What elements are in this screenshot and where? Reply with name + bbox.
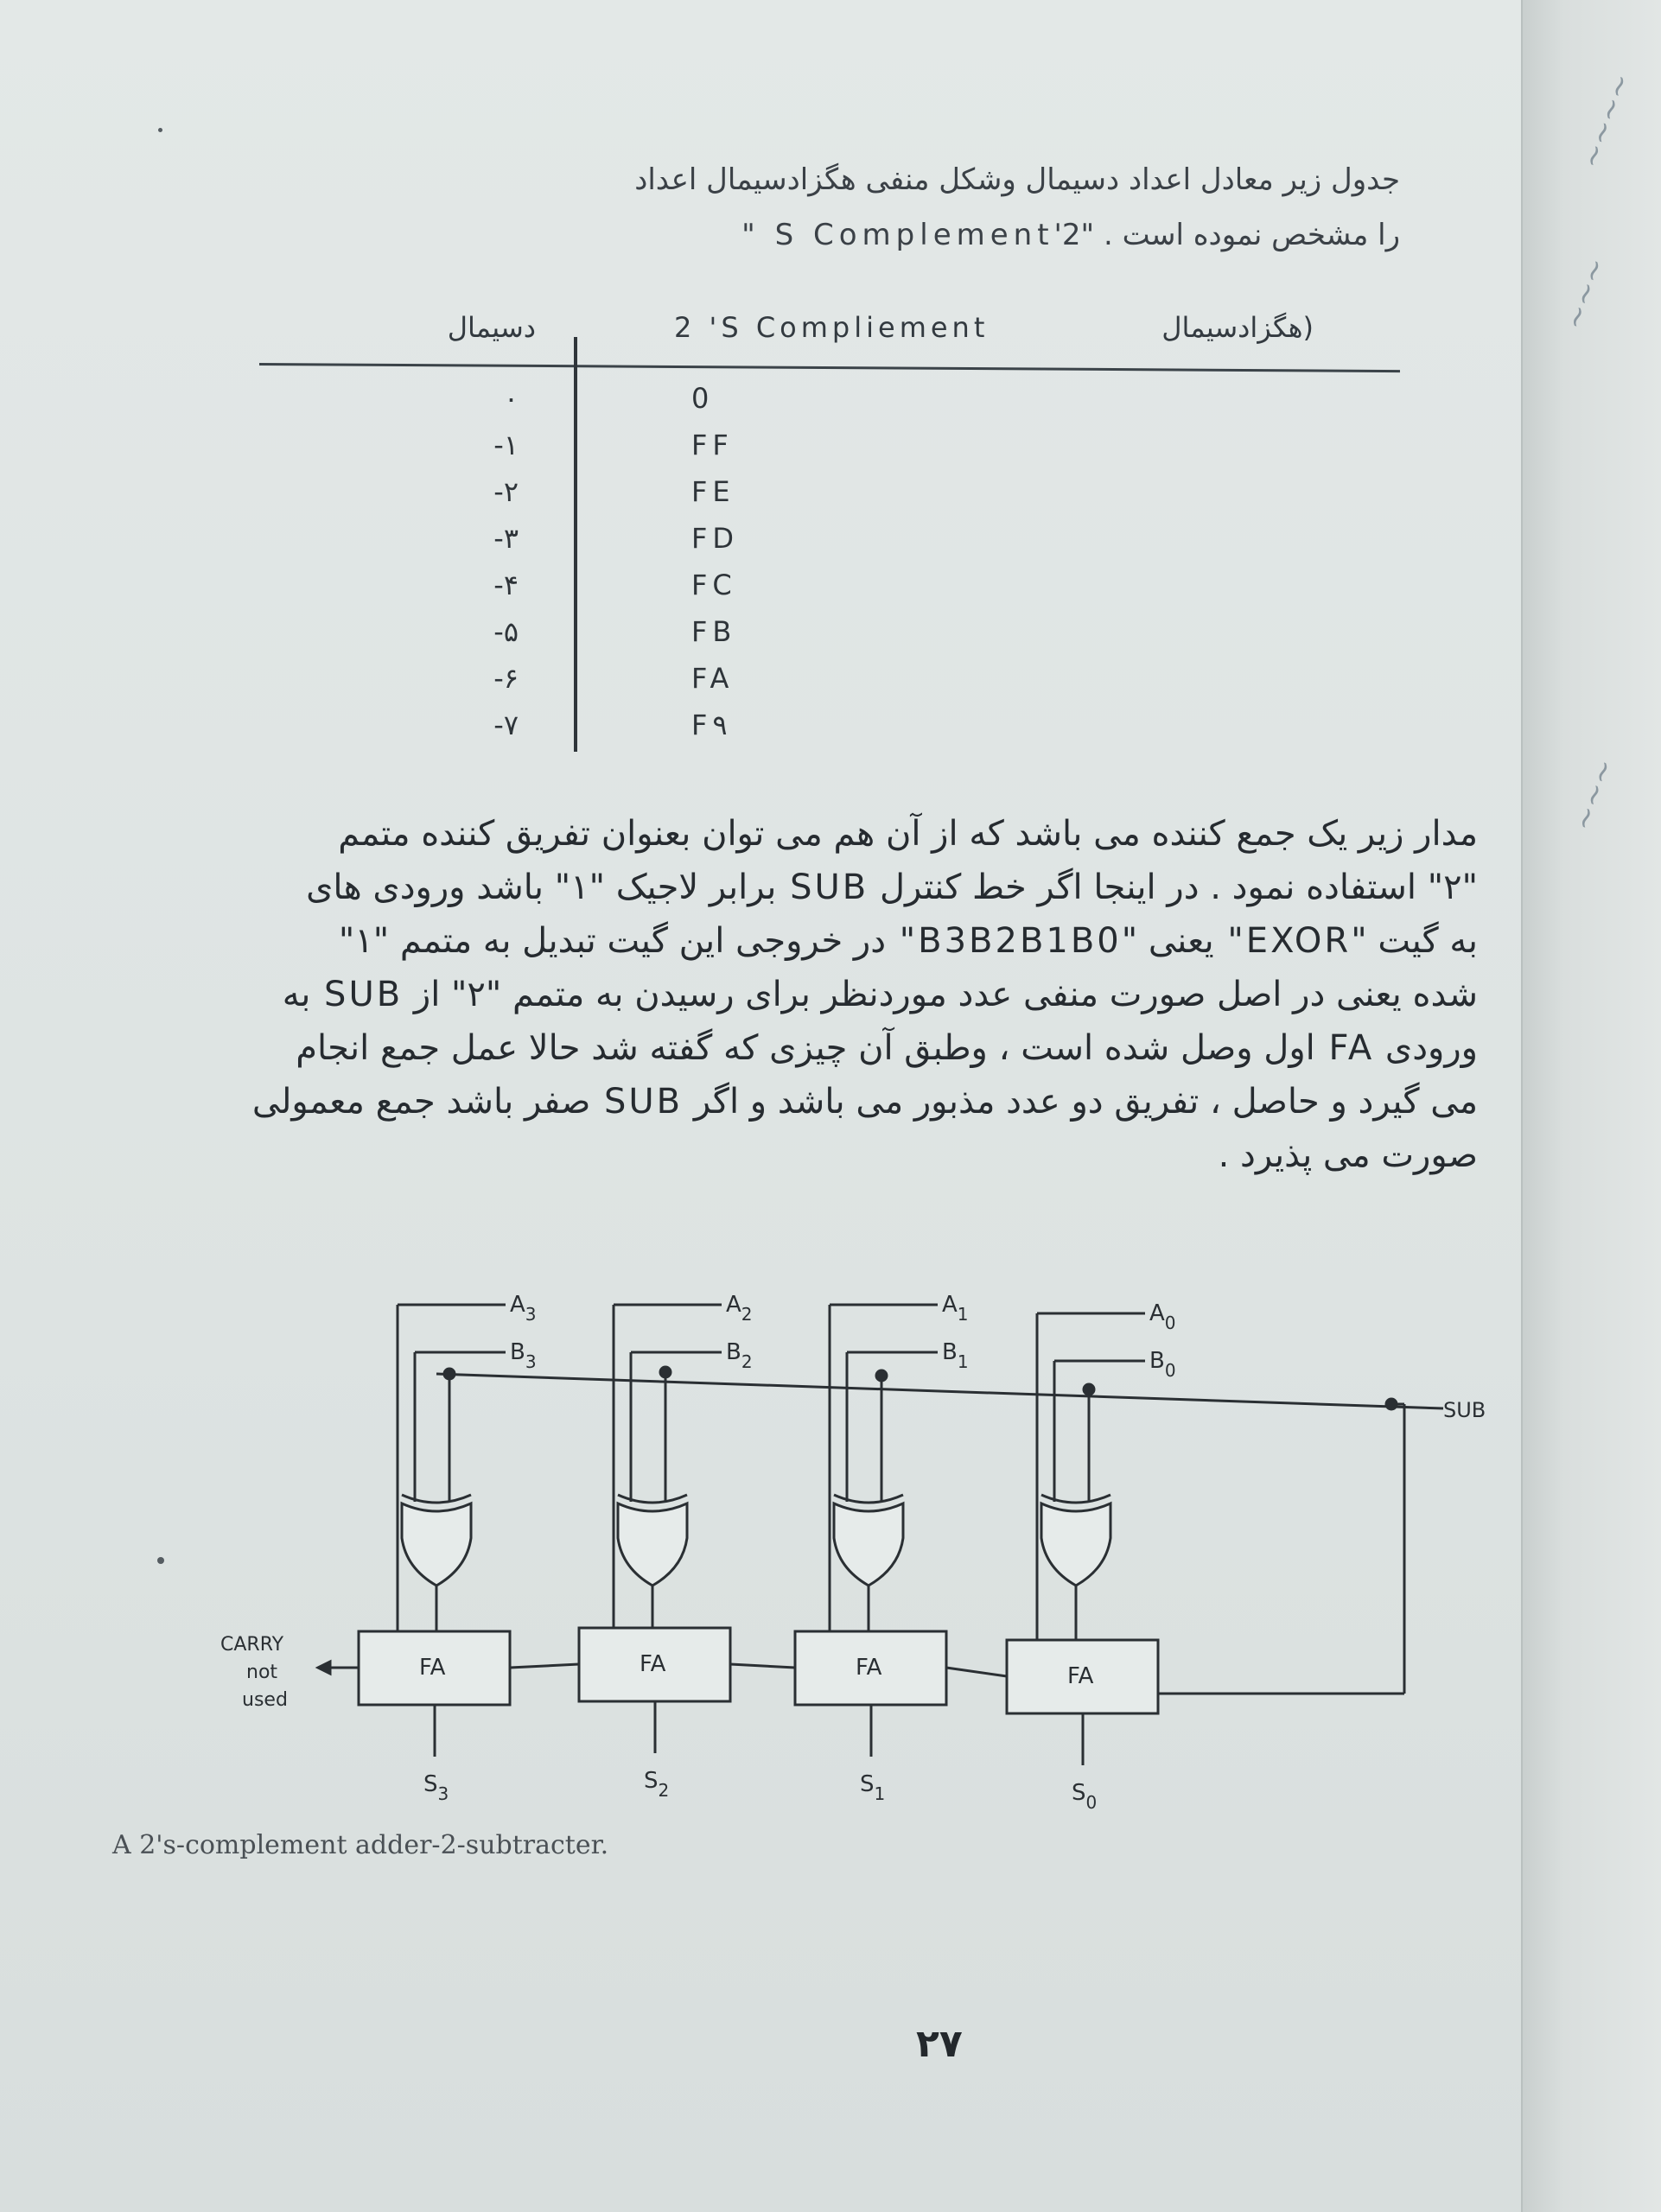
xor-gate-icon [1041,1503,1111,1586]
input-label-a [942,1292,969,1325]
sum-label-index: 0 [1085,1792,1098,1813]
facing-page-edge: ~~~~ ~~~ ~~~ [1521,0,1661,2212]
xor-gate-arc [618,1495,687,1503]
xor-gate-icon [834,1503,903,1586]
table-header-rule [259,363,1400,372]
carry-chain-wire [946,1668,1007,1676]
sub-label: SUB [1443,1398,1486,1422]
table-cell-hex: FF [691,429,734,461]
adder-subtracter-diagram [199,1279,1486,1832]
xor-gate-icon [618,1503,687,1586]
junction-dot [444,1369,455,1379]
sum-label-letter: S [860,1771,875,1797]
table-cell-decimal: -۱ [493,429,519,461]
input-label-a [510,1292,537,1325]
full-adder-label: FA [1067,1663,1094,1689]
input-label-b [510,1339,537,1372]
carry-chain-wire [730,1664,795,1668]
full-adder-label: FA [419,1655,446,1681]
input-label-b-letter: B [1149,1348,1165,1374]
twos-complement-table [259,302,1400,752]
sum-label-index: 3 [437,1783,449,1804]
sum-label [1072,1780,1097,1813]
xor-gate-icon [402,1503,471,1586]
table-header-hex-en: 2 'S Compliement [674,311,990,344]
paragraph-line: "۲" استفاده نمود . در اینجا اگر خط کنترل SUB برابر لاجیک "۱" باشد ورودی های [306,868,1478,907]
junction-dot [876,1370,887,1381]
input-label-b-index: 2 [741,1351,753,1372]
intro-line-2: را مشخص نموده است . "2'S Complement " [741,218,1400,252]
table-cell-decimal: -۶ [493,662,519,695]
carry-note: not [246,1662,278,1683]
input-label-b [1149,1348,1176,1381]
page-speck [158,128,162,132]
input-label-b-letter: B [510,1339,525,1365]
input-label-a-index: 2 [741,1304,753,1325]
carry-label: CARRY [220,1634,284,1656]
table-column-divider [574,337,577,752]
input-label-a-letter: A [942,1292,958,1318]
carry-chain-wire [510,1664,579,1668]
table-cell-decimal: -۵ [493,615,519,648]
sum-label [644,1768,669,1801]
table-cell-hex: 0 [691,382,715,415]
xor-gate-arc [834,1495,903,1503]
sub-line [436,1374,1443,1408]
table-cell-decimal: -۴ [493,569,519,601]
input-label-b [726,1339,753,1372]
page-speck [157,1557,164,1564]
table-cell-decimal: ۰ [503,382,519,415]
intro-line-1: جدول زیر معادل اعداد دسیمال وشکل منفی هگزادسیمال اعداد [634,162,1400,197]
figure-caption: A 2's-complement adder-2-subtracter. [112,1830,609,1860]
xor-gate-arc [402,1495,471,1503]
table-cell-hex: FE [691,475,735,508]
input-label-a [726,1292,753,1325]
input-label-a-letter: A [510,1292,525,1318]
junction-dot [660,1367,671,1377]
carry-out-arrow-icon [318,1662,330,1674]
paragraph-line: شده یعنی در اصل صورت منفی عدد موردنظر برای رسیدن به متمم "۲" از SUB به [282,975,1478,1014]
sum-label [860,1771,885,1804]
sum-label [423,1771,449,1804]
sum-label-index: 2 [658,1780,670,1801]
table-cell-decimal: -۳ [493,522,519,555]
table-header-decimal: دسیمال [447,311,536,344]
table-cell-decimal: -۲ [493,475,519,508]
input-label-a-index: 0 [1164,1313,1176,1333]
xor-gate-arc [1041,1495,1111,1503]
input-label-a-index: 1 [957,1304,969,1325]
junction-dot [1386,1399,1397,1409]
paragraph-line: ورودی FA اول وصل شده است ، وطبق آن چیزی که گفته شد حالا عمل جمع انجام [296,1028,1478,1068]
input-label-b-index: 0 [1164,1360,1176,1381]
input-label-a-index: 3 [525,1304,537,1325]
input-label-b [942,1339,969,1372]
sum-label-letter: S [1072,1780,1086,1806]
paragraph-line: به گیت "EXOR" یعنی "B3B2B1B0" در خروجی این گیت تبدیل به متمم "۱" [338,921,1478,961]
input-label-b-letter: B [726,1339,741,1365]
full-adder-label: FA [856,1655,882,1681]
input-label-a-letter: A [1149,1300,1165,1326]
carry-note: used [242,1689,288,1711]
table-cell-hex: FA [691,662,735,695]
table-cell-decimal: -۷ [493,709,519,741]
full-adder-label: FA [640,1651,666,1677]
input-label-b-index: 1 [957,1351,969,1372]
sum-label-letter: S [423,1771,438,1797]
table-cell-hex: FD [691,522,740,555]
page-number: ۲۷ [916,2022,963,2066]
paragraph-line: می گیرد و حاصل ، تفریق دو عدد مذبور می باشد و اگر SUB صفر باشد جمع معمولی [251,1082,1478,1122]
paragraph-line: صورت می پذیرد . [1218,1135,1478,1175]
junction-dot [1084,1384,1094,1395]
sum-label-letter: S [644,1768,659,1794]
sum-label-index: 1 [874,1783,886,1804]
input-label-b-letter: B [942,1339,958,1365]
input-label-a [1149,1300,1176,1333]
table-header-hex-fa: (هگزادسیمال [1161,311,1314,344]
table-cell-hex: FB [691,615,737,648]
table-cell-hex: FC [691,569,737,601]
paragraph-line: مدار زیر یک جمع کننده می باشد که از آن هم می توان بعنوان تفریق کننده متمم [338,814,1478,854]
input-label-a-letter: A [726,1292,741,1318]
table-cell-hex: F۹ [691,709,728,741]
input-label-b-index: 3 [525,1351,537,1372]
